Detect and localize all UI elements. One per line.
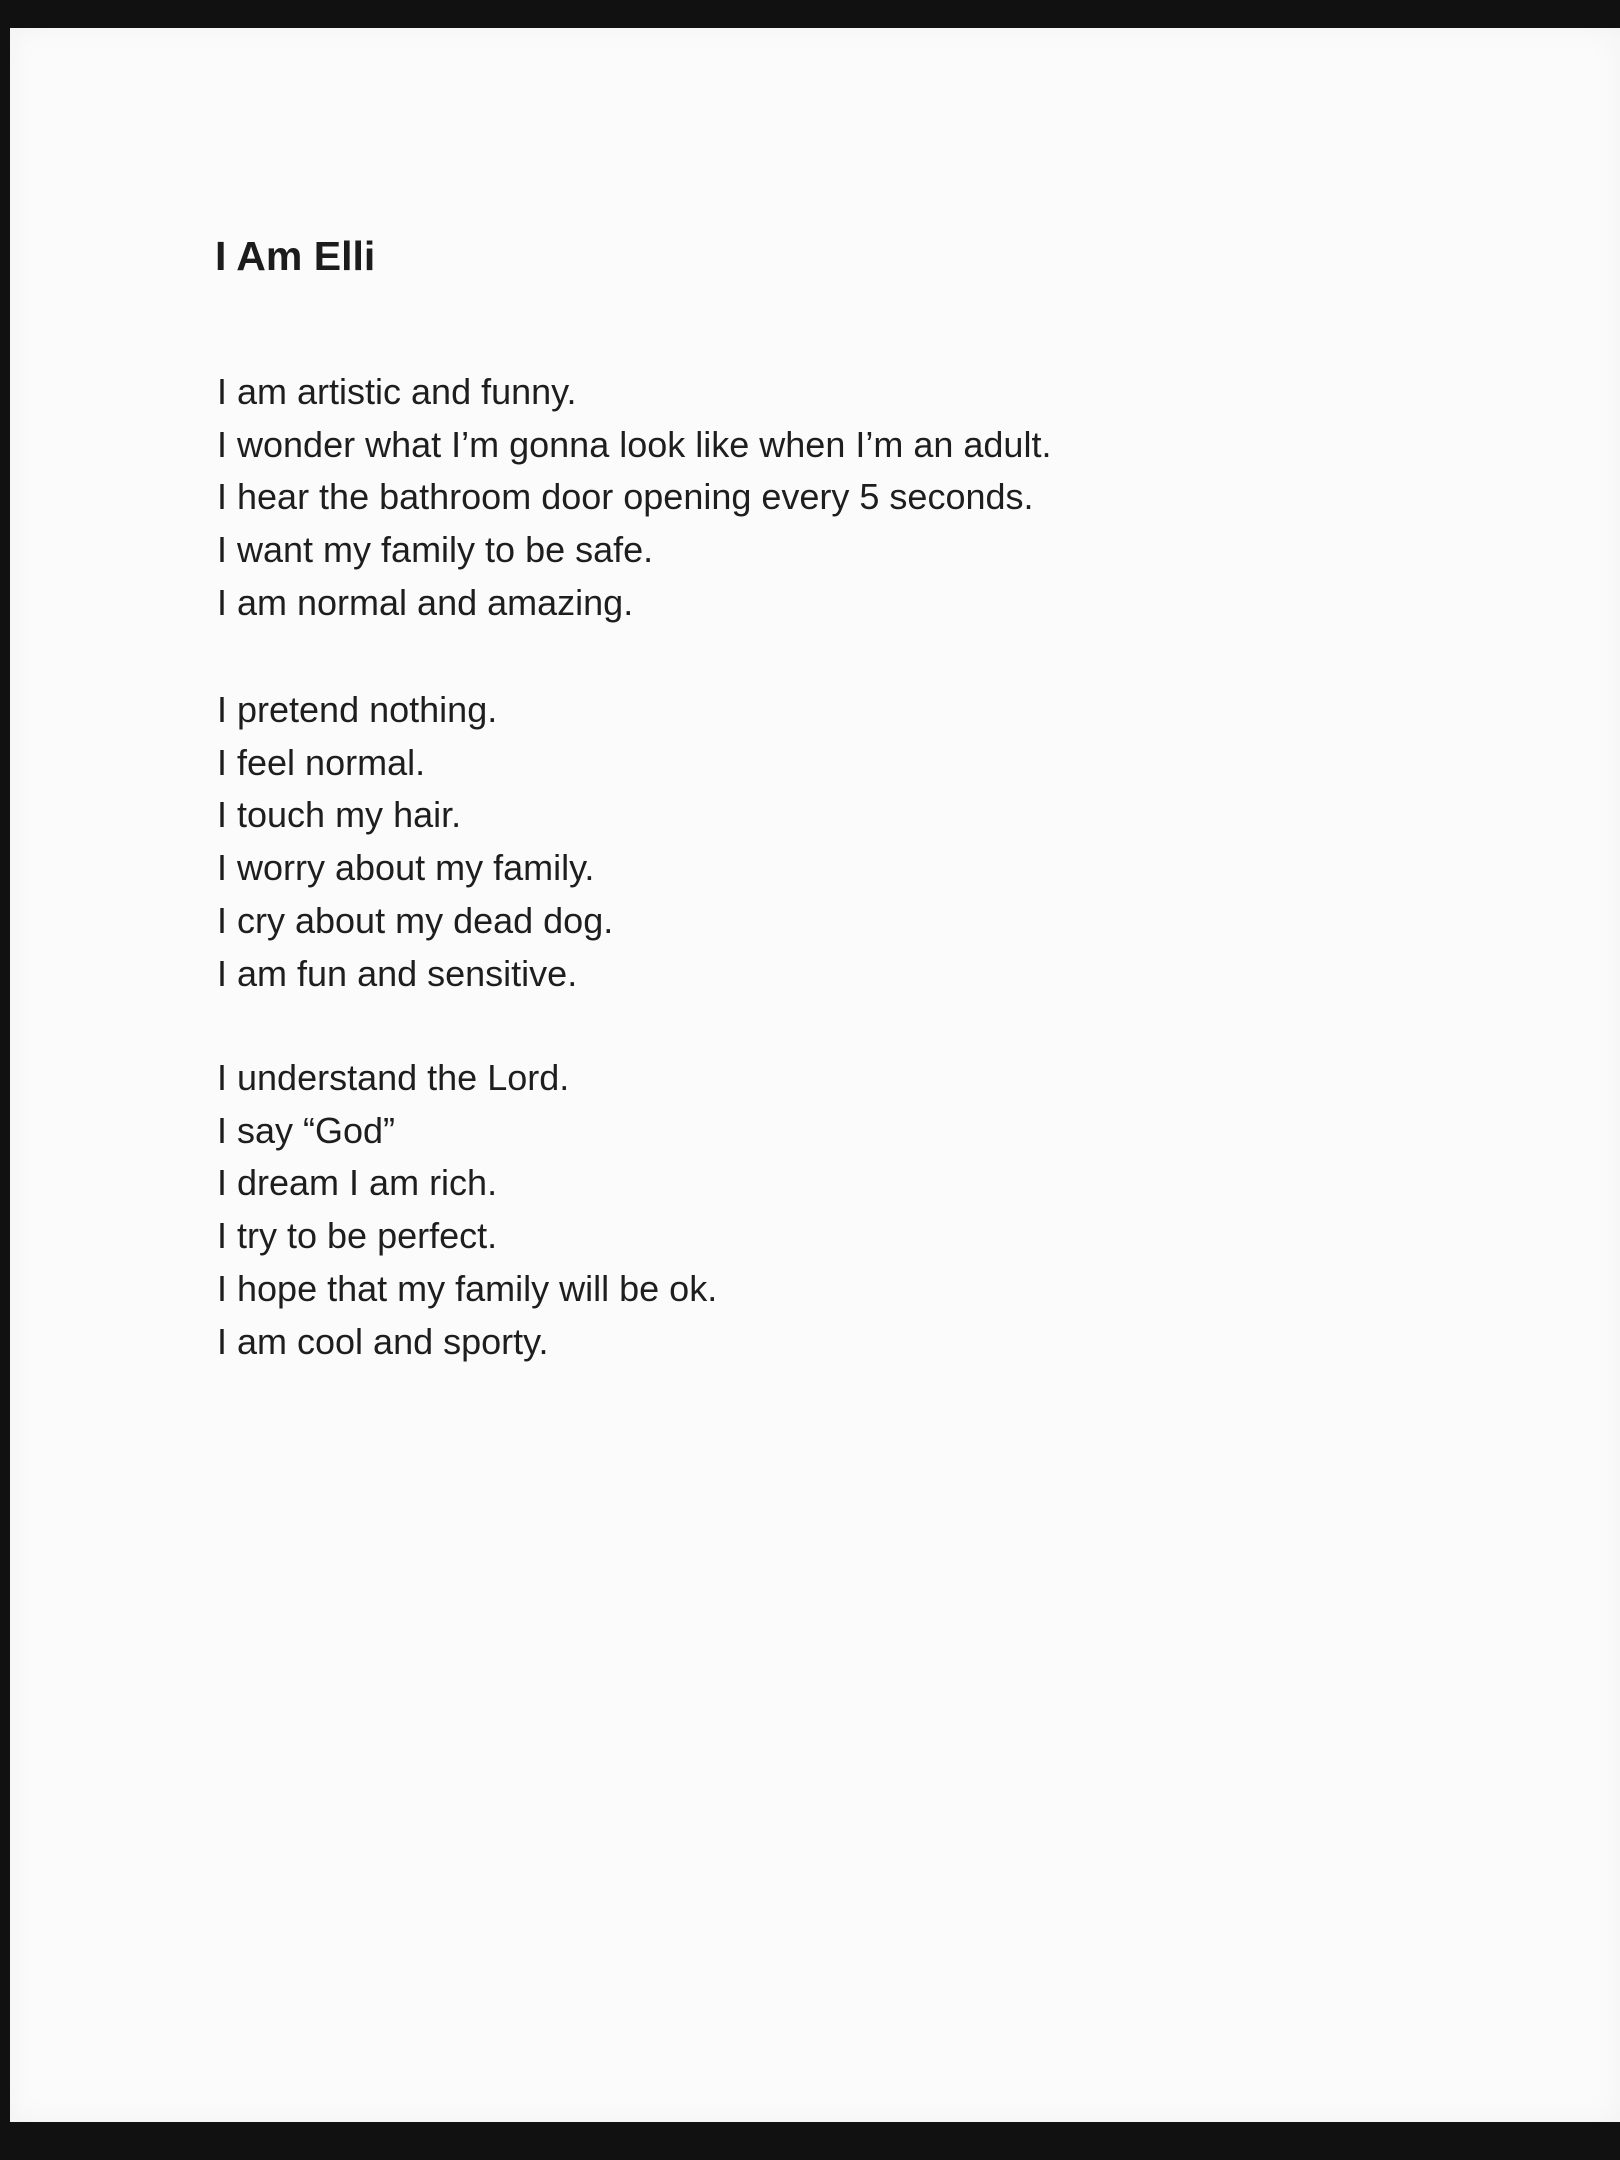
poem-line: I hope that my family will be ok. (217, 1267, 718, 1309)
poem-line: I hear the bathroom door opening every 5 seconds. (217, 476, 1034, 518)
paper-page (10, 28, 1620, 2122)
poem-line: I want my family to be safe. (217, 529, 654, 571)
stanza-2 (217, 684, 613, 1000)
stanza-3 (217, 1052, 717, 1368)
poem-line: I am fun and sensitive. (217, 952, 578, 994)
poem-line: I worry about my family. (217, 847, 595, 889)
poem-line: I say “God” (217, 1109, 396, 1151)
poem-line: I feel normal. (217, 741, 426, 783)
poem-line: I try to be perfect. (217, 1215, 498, 1257)
stanza-1 (217, 366, 1051, 630)
poem-line: I understand the Lord. (217, 1057, 570, 1098)
poem-line: I am cool and sporty. (217, 1320, 549, 1362)
poem-line: I wonder what I’m gonna look like when I’m an adult. (217, 423, 1052, 465)
poem-title: I Am Elli (215, 233, 376, 279)
poem-line: I am artistic and funny. (217, 371, 577, 412)
poem-line: I am normal and amazing. (217, 581, 634, 623)
poem-line: I touch my hair. (217, 794, 462, 836)
poem-line: I cry about my dead dog. (217, 899, 614, 941)
poem-line: I pretend nothing. (217, 689, 498, 730)
poem-line: I dream I am rich. (217, 1162, 498, 1204)
